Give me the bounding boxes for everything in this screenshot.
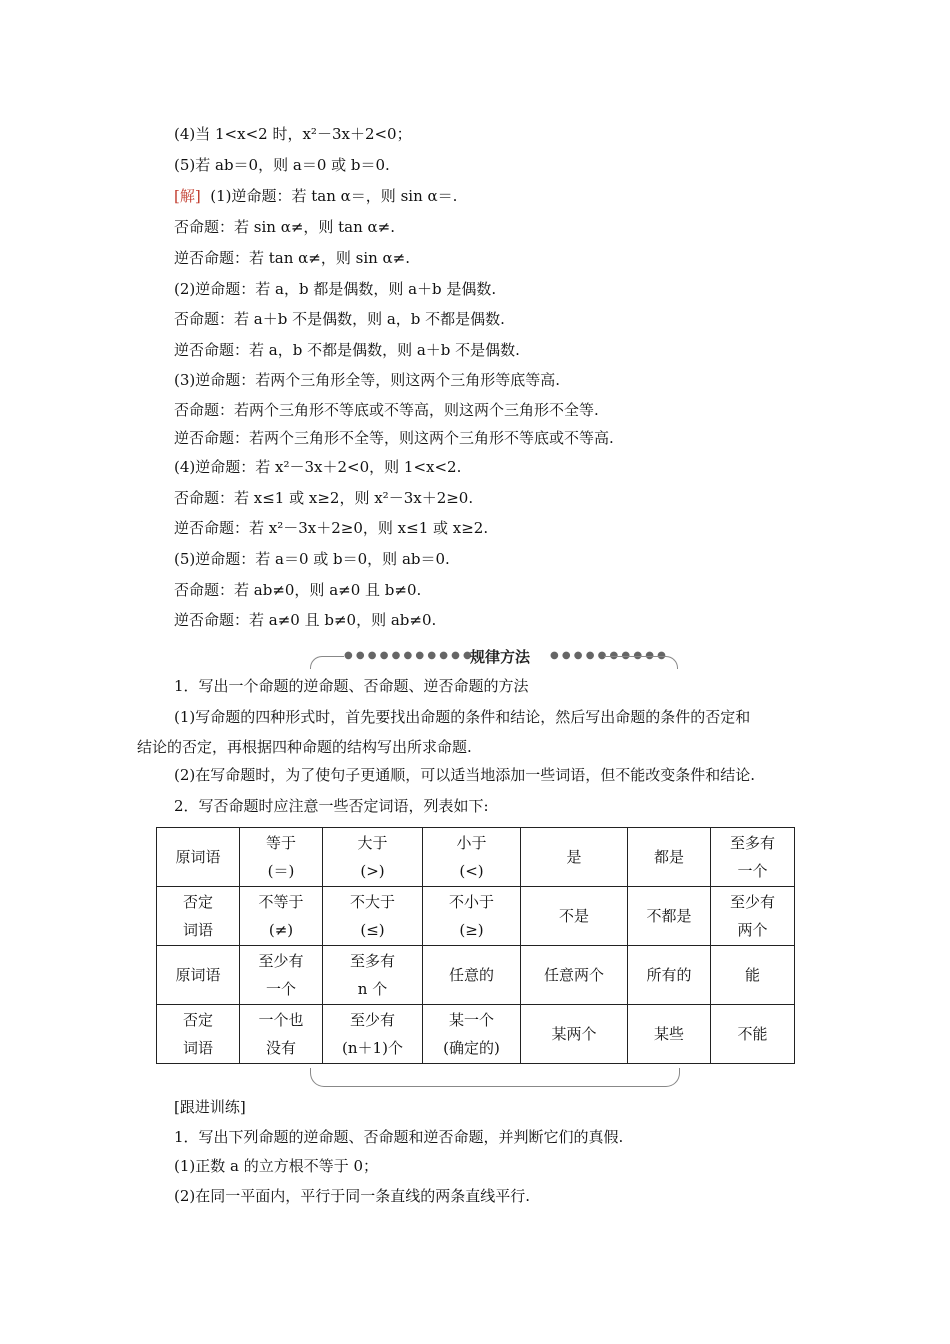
solution-4-contrapositive: 逆否命题：若 x²－3x＋2≥0，则 x≤1 或 x≥2. <box>174 519 489 537</box>
problem-4: (4)当 1<x<2 时，x²－3x＋2<0； <box>174 125 412 143</box>
dot-ornament-left: ● ● ● ● ● ● ● ● ● ● ● <box>344 650 472 661</box>
table-cell: 原词语 <box>157 828 240 887</box>
solution-4-converse: (4)逆命题：若 x²－3x＋2<0，则 1<x<2. <box>174 458 462 476</box>
table-cell: 至少有 (n＋1)个 <box>323 1005 423 1064</box>
dot-ornament-right: ● ● ● ● ● ● ● ● ● ● <box>550 650 666 661</box>
practice-question-1b: (2)在同一平面内，平行于同一条直线的两条直线平行. <box>174 1187 531 1205</box>
problem-5: (5)若 ab＝0，则 a＝0 或 b＝0. <box>174 156 390 174</box>
table-cell: 至少有 两个 <box>711 887 795 946</box>
solution-1-contrapositive: 逆否命题：若 tan α≠，则 sin α≠. <box>174 249 411 267</box>
solution-1-converse <box>174 186 457 206</box>
table-row <box>157 887 795 946</box>
method-box-footer <box>310 1068 680 1087</box>
solution-2-converse: (2)逆命题：若 a，b 都是偶数，则 a＋b 是偶数. <box>174 280 497 298</box>
solution-2-inverse: 否命题：若 a＋b 不是偶数，则 a，b 不都是偶数. <box>174 310 505 328</box>
table-cell: 小于 (<) <box>423 828 521 887</box>
method-point-2: 2．写否命题时应注意一些否定词语，列表如下: <box>174 797 489 815</box>
table-cell: 任意的 <box>423 946 521 1005</box>
table-cell: 能 <box>711 946 795 1005</box>
table-cell: 等于 (＝) <box>240 828 323 887</box>
solution-3-converse: (3)逆命题：若两个三角形全等，则这两个三角形等底等高. <box>174 371 561 389</box>
table-cell: 不等于 (≠) <box>240 887 323 946</box>
table-cell: 是 <box>521 828 628 887</box>
table-cell: 否定 词语 <box>157 1005 240 1064</box>
solution-5-converse: (5)逆命题：若 a＝0 或 b＝0，则 ab＝0. <box>174 550 450 568</box>
method-point-1: 1．写出一个命题的逆命题、否命题、逆否命题的方法 <box>174 677 529 695</box>
frame-rule-right <box>604 656 664 657</box>
method-point-1a-line2: 结论的否定，再根据四种命题的结构写出所求命题. <box>137 738 472 756</box>
table-row <box>157 946 795 1005</box>
solution-3-inverse: 否命题：若两个三角形不等底或不等高，则这两个三角形不全等. <box>174 401 599 419</box>
table-cell: 不能 <box>711 1005 795 1064</box>
frame-corner-left <box>310 656 325 669</box>
table-row <box>157 1005 795 1064</box>
table-cell: 不都是 <box>628 887 711 946</box>
table-cell: 某两个 <box>521 1005 628 1064</box>
table-cell: 不是 <box>521 887 628 946</box>
table-cell: 都是 <box>628 828 711 887</box>
table-cell: 不大于 (≤) <box>323 887 423 946</box>
table-row <box>157 828 795 887</box>
table-cell: 不小于 (≥) <box>423 887 521 946</box>
solution-4-inverse: 否命题：若 x≤1 或 x≥2，则 x²－3x＋2≥0. <box>174 489 474 507</box>
table-cell: 一个也 没有 <box>240 1005 323 1064</box>
table-cell: 某一个 (确定的) <box>423 1005 521 1064</box>
table-cell: 至多有 一个 <box>711 828 795 887</box>
practice-question-1: 1．写出下列命题的逆命题、否命题和逆否命题，并判断它们的真假. <box>174 1128 624 1146</box>
table-cell: 至少有 一个 <box>240 946 323 1005</box>
method-box-header <box>310 650 678 668</box>
method-point-1b: (2)在写命题时，为了使句子更通顺，可以适当地添加一些词语，但不能改变条件和结论. <box>174 766 756 784</box>
table-cell: 否定 词语 <box>157 887 240 946</box>
table-cell: 所有的 <box>628 946 711 1005</box>
negation-words-table <box>156 827 795 1064</box>
frame-corner-right <box>663 656 678 669</box>
solution-tag: [解] <box>174 187 201 205</box>
solution-1-converse-text: (1)逆命题：若 tan α＝，则 sin α＝. <box>210 187 458 205</box>
table-cell: 任意两个 <box>521 946 628 1005</box>
solution-2-contrapositive: 逆否命题：若 a，b 不都是偶数，则 a＋b 不是偶数. <box>174 341 520 359</box>
solution-1-inverse: 否命题：若 sin α≠，则 tan α≠. <box>174 218 396 236</box>
practice-question-1a: (1)正数 a 的立方根不等于 0； <box>174 1157 379 1175</box>
solution-3-contrapositive: 逆否命题：若两个三角形不全等，则这两个三角形不等底或不等高. <box>174 429 614 447</box>
table-cell: 大于 (>) <box>323 828 423 887</box>
method-point-1a-line1: (1)写命题的四种形式时，首先要找出命题的条件和结论，然后写出命题的条件的否定和 <box>174 708 751 726</box>
table-cell: 至多有 n 个 <box>323 946 423 1005</box>
solution-5-inverse: 否命题：若 ab≠0，则 a≠0 且 b≠0. <box>174 581 422 599</box>
frame-rule-left <box>324 656 344 657</box>
practice-tag: [跟进训练] <box>174 1098 246 1116</box>
table-cell: 原词语 <box>157 946 240 1005</box>
method-title: 规律方法 <box>470 648 531 666</box>
table-cell: 某些 <box>628 1005 711 1064</box>
solution-5-contrapositive: 逆否命题：若 a≠0 且 b≠0，则 ab≠0. <box>174 611 437 629</box>
